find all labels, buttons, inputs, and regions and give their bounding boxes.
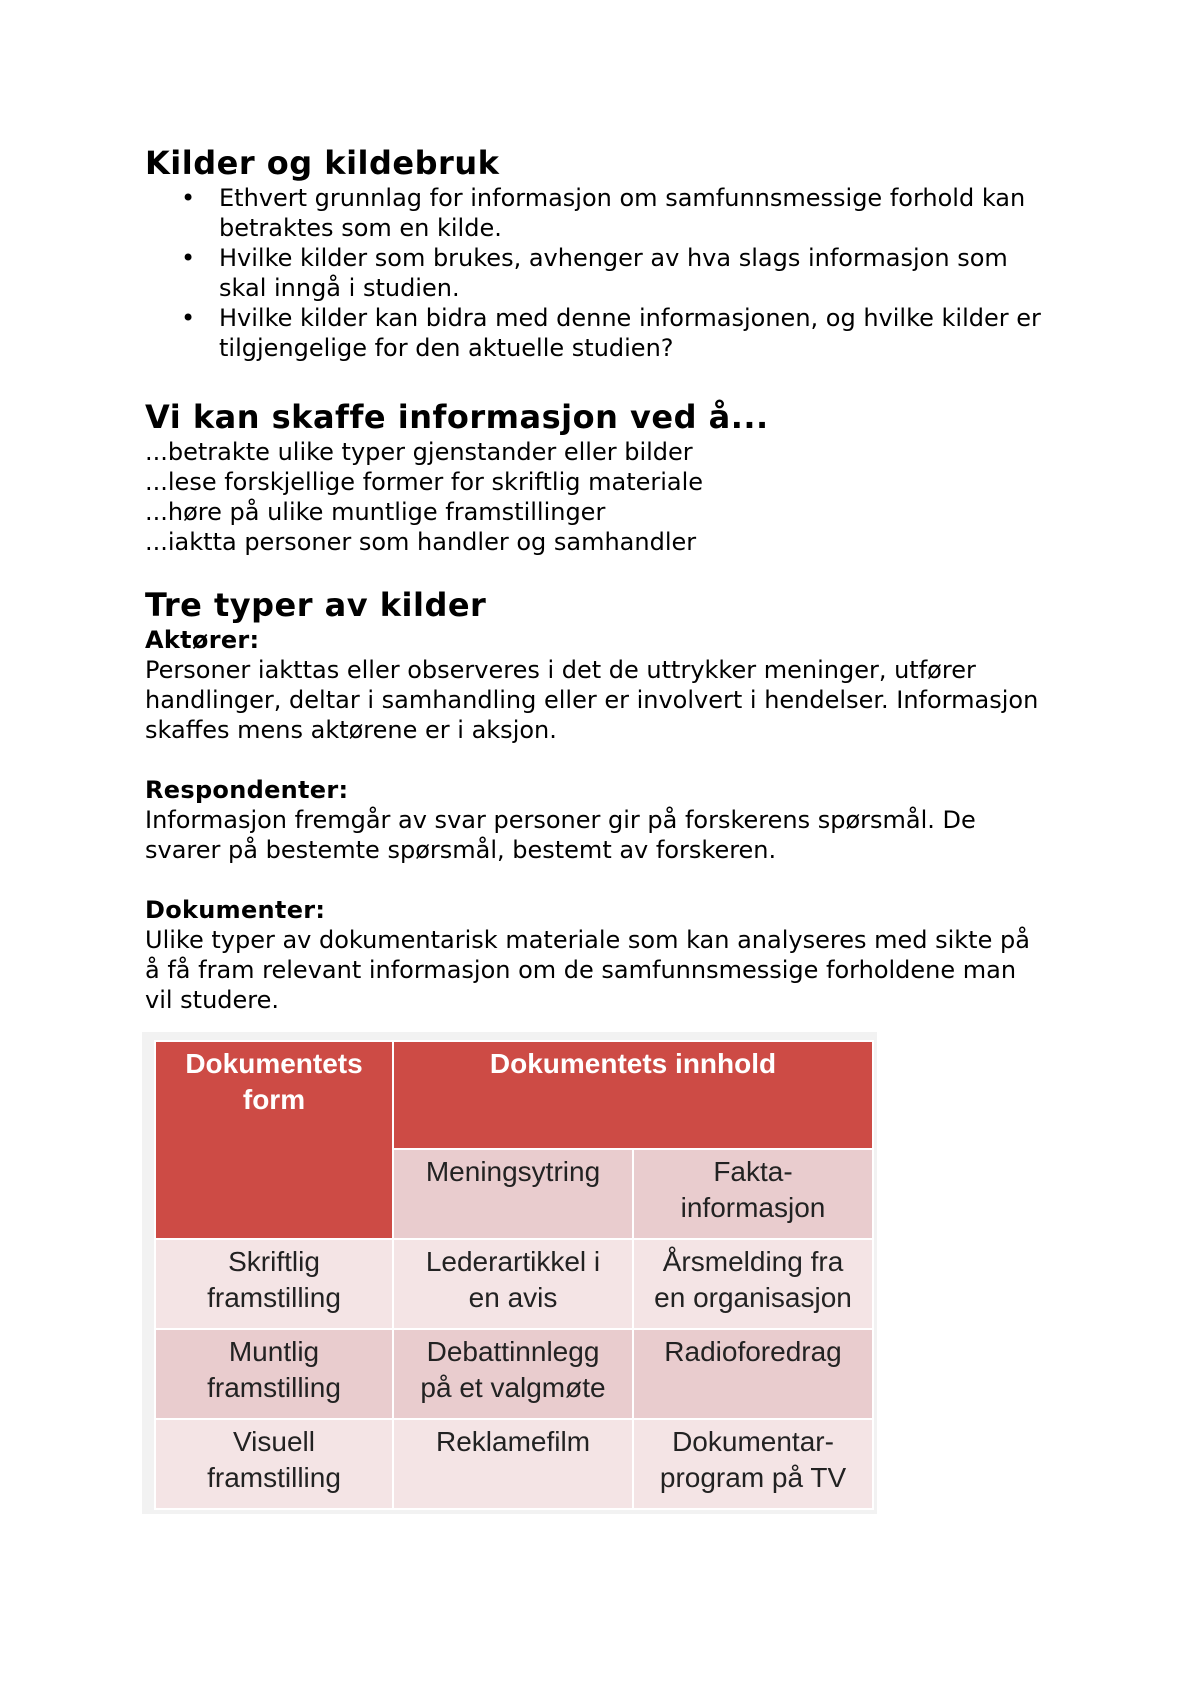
heading-sources: Kilder og kildebruk <box>145 144 500 182</box>
actors-text: Personer iakttas eller observeres i det de uttrykker meninger, utfører handlinger, deltar i samhandling eller er involvert i hendelser. Informasjon skaffes mens aktørene er i aksjon. <box>145 656 1039 744</box>
subheader-opinion: Meningsytring <box>393 1149 633 1239</box>
header-document-content: Dokumentets innhold <box>393 1041 873 1149</box>
row-form-cell: Muntlig framstilling <box>155 1329 393 1419</box>
document-types-table <box>154 1040 874 1510</box>
respondents-text: Informasjon fremgår av svar personer gir på forskerens spørsmål. De svarer på bestemte spørsmål, bestemt av forskeren. <box>145 806 976 864</box>
bullet-icon: • <box>181 304 196 332</box>
heading-information-methods: Vi kan skaffe informasjon ved å... <box>145 398 769 436</box>
header-document-form: Dokumentets form <box>155 1041 393 1239</box>
section-source-types <box>145 585 1065 1015</box>
document-page <box>145 140 1065 1015</box>
row-fact-cell: Årsmelding fra en organisasjon <box>633 1239 873 1329</box>
table-row <box>155 1329 873 1419</box>
heading-source-types: Tre typer av kilder <box>145 586 487 624</box>
bullet-item: • Ethvert grunnlag for informasjon om samfunnsmessige forhold kan betraktes som en kilde. <box>181 184 1026 242</box>
method-line: ...iaktta personer som handler og samhandler <box>145 528 697 556</box>
bullet-icon: • <box>181 244 196 272</box>
sources-bullet-list <box>145 183 1065 363</box>
bullet-item: • Hvilke kilder kan bidra med denne informasjonen, og hvilke kilder er tilgjengelige for den aktuelle studien? <box>181 304 1041 362</box>
section-sources <box>145 143 1065 363</box>
documents-text: Ulike typer av dokumentarisk materiale som kan analyseres med sikte på å få fram relevant informasjon om de samfunnsmessige forholdene man vil studere. <box>145 926 1030 1014</box>
method-line: ...høre på ulike muntlige framstillinger <box>145 498 606 526</box>
row-opinion-cell: Reklamefilm <box>393 1419 633 1509</box>
bullet-item: • Hvilke kilder som brukes, avhenger av hva slags informasjon som skal inngå i studien. <box>181 244 1008 302</box>
row-opinion-cell: Lederartikkel i en avis <box>393 1239 633 1329</box>
row-form-cell: Visuell framstilling <box>155 1419 393 1509</box>
document-types-table-image <box>142 1032 877 1514</box>
row-fact-cell: Radioforedrag <box>633 1329 873 1419</box>
bullet-icon: • <box>181 184 196 212</box>
section-information-methods <box>145 397 1065 557</box>
row-opinion-cell: Debattinnlegg på et valgmøte <box>393 1329 633 1419</box>
table-row <box>155 1419 873 1509</box>
subheading-actors: Aktører: <box>145 626 260 654</box>
table-row <box>155 1239 873 1329</box>
row-form-cell: Skriftlig framstilling <box>155 1239 393 1329</box>
subheading-documents: Dokumenter: <box>145 896 326 924</box>
subheading-respondents: Respondenter: <box>145 776 349 804</box>
method-line: ...lese forskjellige former for skriftlig materiale <box>145 468 704 496</box>
method-line: ...betrakte ulike typer gjenstander eller bilder <box>145 438 693 466</box>
row-fact-cell: Dokumentar- program på TV <box>633 1419 873 1509</box>
subheader-fact: Fakta- informasjon <box>633 1149 873 1239</box>
